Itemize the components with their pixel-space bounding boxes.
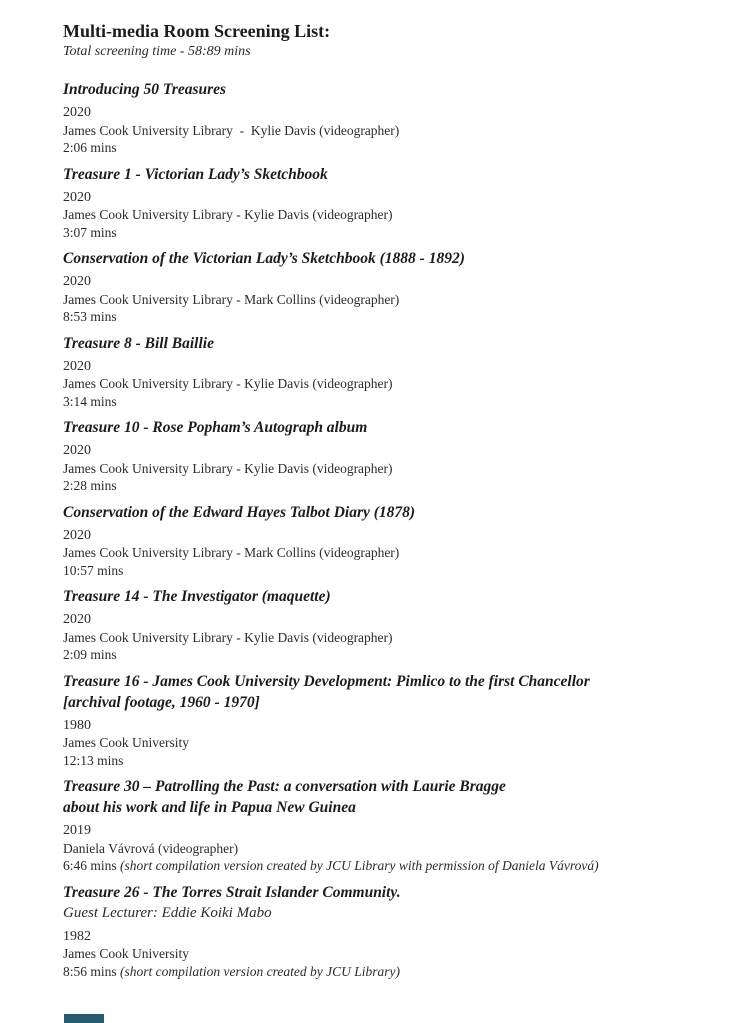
entry-title: Introducing 50 Treasures (63, 81, 227, 98)
entry-year: 2020 (63, 358, 91, 374)
entry-title: Treasure 1 - Victorian Lady’s Sketchbook (63, 165, 328, 183)
entry-title-line2: [archival footage, 1960 - 1970] (63, 693, 260, 711)
screening-entry (63, 164, 708, 242)
screening-entry (63, 882, 708, 981)
entry-credit: James Cook University Library - Kylie Davis (videographer) (63, 460, 393, 476)
page-title: Multi-media Room Screening List: (63, 21, 331, 41)
entry-duration: 2:06 mins (63, 140, 117, 155)
entry-duration (63, 857, 708, 875)
entry-title: Treasure 26 - The Torres Strait Islander Community. (63, 883, 401, 901)
entry-year: 2020 (63, 527, 91, 543)
entry-title: Conservation of the Edward Hayes Talbot Diary (1878) (63, 503, 416, 521)
entry-title-line1: Treasure 16 - James Cook University Development: Pimlico to the first Chancellor (63, 672, 590, 690)
entry-title (63, 776, 708, 818)
duration-note: (short compilation version created by JCU Library) (120, 963, 400, 979)
screening-entry (63, 502, 708, 580)
entry-year: 2019 (63, 823, 91, 838)
entry-credit: James Cook University Library - Mark Collins (videographer) (63, 545, 400, 560)
entry-year: 2020 (63, 443, 91, 458)
duration-note: (short compilation version created by JCU Library with permission of Daniela Vávrová) (120, 858, 599, 873)
entry-title: Conservation of the Victorian Lady’s Sketchbook (1888 - 1892) (63, 250, 465, 267)
entry-credit: James Cook University Library - Kylie Davis (videographer) (63, 376, 393, 391)
entry-credit: James Cook University (63, 946, 189, 961)
entry-title: Treasure 14 - The Investigator (maquette) (63, 588, 331, 605)
entry-credit: James Cook University (63, 735, 189, 750)
screening-entry (63, 671, 708, 770)
entry-duration: 3:14 mins (63, 393, 117, 409)
screening-entry (63, 79, 708, 157)
duration-value: 6:46 mins (63, 858, 121, 873)
screening-entry (63, 417, 708, 495)
entry-title: Treasure 10 - Rose Popham’s Autograph album (63, 419, 368, 436)
entry-year: 2020 (63, 612, 91, 627)
screening-entry (63, 586, 708, 664)
screening-entry (63, 248, 708, 326)
entry-credit: James Cook University Library - Kylie Davis (videographer) (63, 207, 393, 222)
duration-value: 8:56 mins (63, 963, 121, 979)
screening-entry (63, 333, 708, 411)
entry-guest-lecturer: Guest Lecturer: Eddie Koiki Mabo (63, 904, 272, 921)
entry-duration: 3:07 mins (63, 224, 117, 240)
entry-duration: 2:28 mins (63, 478, 117, 493)
entry-year: 1980 (63, 717, 91, 733)
entry-year: 1982 (63, 928, 91, 944)
entry-year: 2020 (63, 105, 91, 120)
entry-year: 2020 (63, 189, 91, 205)
entry-duration: 10:57 mins (63, 562, 124, 578)
entry-credit: James Cook University Library - Mark Collins (videographer) (63, 291, 400, 307)
screening-entry (63, 776, 708, 875)
footer-accent-bar-fragment (64, 1014, 104, 1023)
total-screening-time: Total screening time - 58:89 mins (63, 44, 251, 59)
entry-title (63, 671, 708, 713)
entry-title-line2: about his work and life in Papua New Guinea (63, 799, 356, 816)
entry-title: Treasure 8 - Bill Baillie (63, 334, 214, 352)
entry-duration: 8:53 mins (63, 309, 117, 324)
entry-duration (63, 963, 708, 981)
entry-credit: James Cook University Library - Kylie Davis (videographer) (63, 122, 400, 138)
entry-credit: Daniela Vávrová (videographer) (63, 840, 239, 856)
entry-credit: James Cook University Library - Kylie Davis (videographer) (63, 629, 393, 645)
entry-title-line1: Treasure 30 – Patrolling the Past: a conversation with Laurie Bragge (63, 778, 506, 795)
entry-year: 2020 (63, 274, 91, 289)
entry-duration: 12:13 mins (63, 752, 124, 768)
entry-duration: 2:09 mins (63, 647, 117, 662)
